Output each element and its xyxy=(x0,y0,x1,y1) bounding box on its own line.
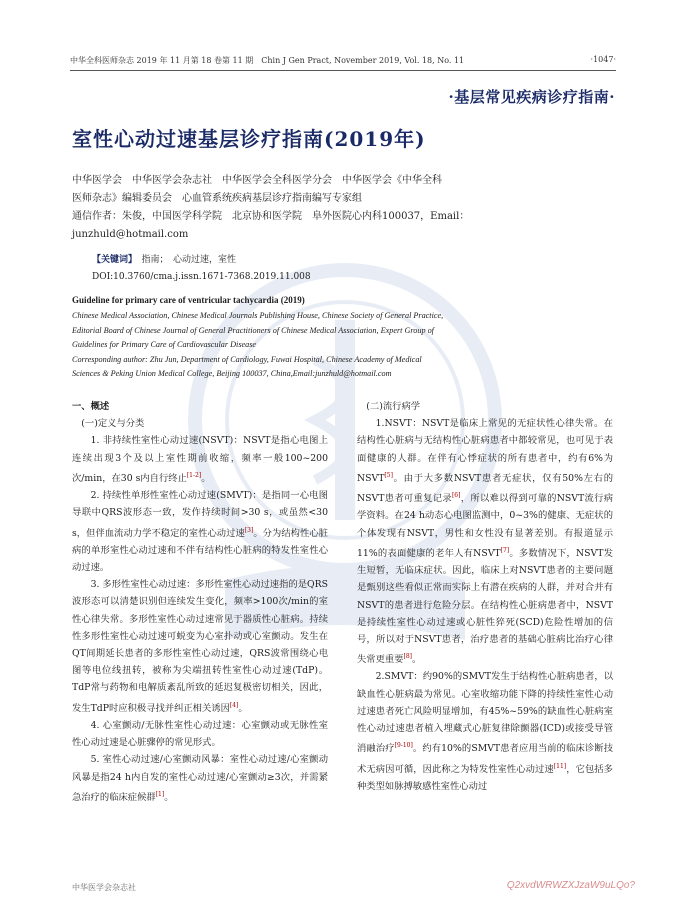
english-authors xyxy=(72,309,620,382)
section-heading: 一、概述 xyxy=(72,401,110,412)
citation[interactable]: [1-2] xyxy=(186,471,202,479)
author-block xyxy=(72,172,618,244)
left-column xyxy=(72,398,328,806)
right-column xyxy=(357,398,613,795)
keywords-block xyxy=(92,252,618,286)
citation[interactable]: [6] xyxy=(451,492,461,500)
citation[interactable]: [3] xyxy=(244,526,254,534)
article-title: 室性心动过速基层诊疗指南(2019年) xyxy=(72,127,426,151)
subsection-heading: (一)定义与分类 xyxy=(81,418,145,430)
header-page-number: ·1047· xyxy=(590,55,616,64)
english-line: Corresponding author: Zhu Jun, Department of Cardiology, Fuwai Hospital, Chinese Academy of Medical xyxy=(72,354,422,364)
footer-code: Q2xvdWRWZXJzaW9uLQo? xyxy=(506,880,635,891)
paragraph: 5. 室性心动过速/心室颤动风暴：室性心动过速/心室颤动风暴是指24 h内自发的室性心动过速/心室颤动≥3次，并需紧急治疗的临床症候群[1]。 xyxy=(72,754,328,803)
english-line: Chinese Medical Association, Chinese Medical Journals Publishing House, Chinese Society of General Practice, xyxy=(72,311,444,320)
english-line: Editorial Board of Chinese Journal of General Practitioners of Chinese Medical Association, Expert Group of xyxy=(72,325,434,335)
corresponding-author-line: 通信作者：朱俊，中国医学科学院 北京协和医学院 阜外医院心内科100037，Email： xyxy=(72,211,470,222)
author-line: 中华医学会 中华医学会杂志社 中华医学会全科医学分会 中华医学会《中华全科 xyxy=(72,175,442,186)
paragraph: 2.SMVT：约90%的SMVT发生于结构性心脏病患者，以缺血性心脏病最为常见。心室收缩功能下降的持续性室性心动过速患者死亡风险明显增加，有45%~59%的缺血性心脏病室性心动过速患者植入埋藏式心脏复律除颤器(ICD)或接受导管消融治疗[9-10]。约有10%的SMVT患者应用当前的临床诊断技术无病因可循，因此称之为特发性室性心动过速[11]，它包括多种类型如脉搏敏感性室性心动过 xyxy=(357,671,613,792)
author-line: 医师杂志》编辑委员会 心血管系统疾病基层诊疗指南编写专家组 xyxy=(72,193,362,204)
corresponding-email: junzhuld@hotmail.com xyxy=(72,229,189,240)
citation[interactable]: [7] xyxy=(500,546,510,554)
paragraph: 2. 持续性单形性室性心动过速(SMVT)：是指同一心电图导联中QRS波形态一致，发作持续时间>30 s，或虽然<30 s，但伴血流动力学不稳定的室性心动过速[3]。分为结构性心脏病的单形室性心动过速和不伴有结构性心脏病的特发性室性心动过速。 xyxy=(72,490,328,574)
subsection-heading: (二)流行病学 xyxy=(366,401,421,412)
paragraph: 1.NSVT：NSVT是临床上常见的无症状性心律失常。在结构性心脏病与无结构性心脏病患者中都较常见，也可见于表面健康的人群。在伴有心悸症状的所有患者中，约有6%为NSVT[5]。由于大多数NSVT患者无症状，仅有50%左右的NSVT患者可重复记录[6]，所以难以得到可靠的NSVT流行病学资料。在24 h动态心电图监测中，0~3%的健康、无症状的个体发现有NSVT，男性和女性没有显著差别。有报道显示11%的表面健康的老年人有NSVT[7]。多数情况下，NSVT发生短暂，无临床症状。因此，临床上对NSVT患者的主要问题是甄别这些看似正常而实际上有潜在疾病的人群，并对合并有NSVT的患者进行危险分层。在结构性心脏病患者中，NSVT是持续性室性心动过速或心脏性猝死(SCD)危险性增加的信号，所以对于NSVT患者，治疗患者的基础心脏病比治疗心律失常更重要[8]。 xyxy=(357,418,614,666)
running-header xyxy=(70,55,616,66)
paragraph: 1. 非持续性室性心动过速(NSVT)：NSVT是指心电图上连续出现3个及以上室性期前收缩，频率一般100~200次/min，在30 s内自行终止[1-2]。 xyxy=(72,435,328,484)
header-rule xyxy=(70,70,616,71)
keywords-label: 【关键词】 xyxy=(92,255,133,265)
citation[interactable]: [8] xyxy=(403,653,412,661)
paragraph: 4. 心室颤动/无脉性室性心动过速：心室颤动或无脉性室性心动过速是心脏骤停的常见形式。 xyxy=(72,719,328,749)
citation[interactable]: [9-10] xyxy=(394,742,413,750)
section-label: ·基层常见疾病诊疗指南· xyxy=(448,88,615,106)
english-line: Guidelines for Primary Care of Cardiovascular Disease xyxy=(72,340,257,349)
paragraph: 3. 多形性室性心动过速：多形性室性心动过速指的是QRS波形态可以清楚识别但连续发生变化，频率>100次/min的室性心律失常。多形性室性心动过速常见于器质性心脏病。持续性多形性室性心动过速可蜕变为心室扑动或心室颤动。发生在QT间期延长患者的多形性室性心动过速，QRS波常围绕心电图等电位线扭转，被称为尖端扭转性室性心动过速(TdP)。TdP常与药物和电解质紊乱所致的延迟复极密切相关，因此，发生TdP时应积极寻找并纠正相关诱因[4]。 xyxy=(72,579,328,714)
citation[interactable]: [11] xyxy=(553,762,567,770)
keywords-text: 指南； 心动过速，室性 xyxy=(141,255,237,265)
publisher-logo: 中华医学会杂志社 xyxy=(72,883,136,892)
english-title: Guideline for primary care of ventricular tachycardia (2019) xyxy=(72,295,305,305)
doi: DOI:10.3760/cma.j.issn.1671-7368.2019.11.008 xyxy=(92,272,311,282)
citation[interactable]: [4] xyxy=(229,701,239,709)
citation[interactable]: [1] xyxy=(155,790,165,798)
english-line: Sciences & Peking Union Medical College, Beijing 100037, China,Email:junzhuld@hotmail.com xyxy=(72,369,392,378)
citation[interactable]: [5] xyxy=(384,471,393,479)
header-journal-info: 中华全科医师杂志 2019 年 11 月第 18 卷第 11 期 Chin J Gen Pract, November 2019, Vol. 18, No. 11 xyxy=(70,56,465,65)
